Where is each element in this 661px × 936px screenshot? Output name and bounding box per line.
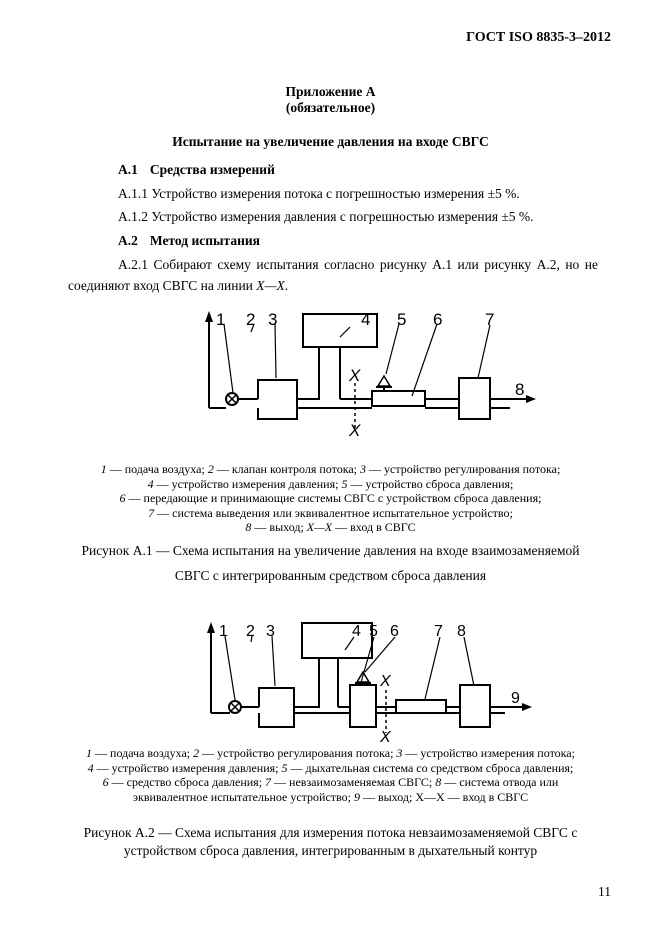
fig1-label-2: 2	[246, 310, 256, 329]
fig2-legend-line: 4 — устройство измерения давления; 5 — дыхательная система со средством сброса давления;	[87, 760, 574, 775]
page-number: 11	[598, 884, 611, 899]
document-id: ГОСТ ISO 8835-3–2012	[466, 30, 611, 45]
paragraph-a11: А.1.1 Устройство измерения потока с погрешностью измерения ±5 %.	[118, 186, 520, 201]
figure-a2-caption-line1: Рисунок А.2 — Схема испытания для измерения потока невзаимозаменяемой СВГС с	[83, 825, 578, 840]
figure-a2-legend	[0, 746, 661, 804]
figure-a1-caption-line1: Рисунок А.1 — Схема испытания на увеличение давления на входе взаимозаменяемой	[81, 543, 580, 558]
paragraph-a21-line2-end: .	[284, 278, 289, 293]
fig2-label-4: 4	[352, 623, 361, 640]
fig2-box-3	[259, 688, 294, 727]
fig1-label-4: 4	[361, 310, 371, 329]
fig2-output-line	[490, 707, 522, 713]
fig1-label-7: 7	[485, 310, 495, 329]
fig1-label-5: 5	[397, 310, 407, 329]
paragraph-a21-line1: А.2.1 Собирают схему испытания согласно рисунку А.1 или рисунку А.2, но не	[118, 257, 598, 272]
fig2-label-9: 9	[511, 690, 520, 707]
fig2-box-8	[460, 685, 490, 727]
fig1-label-1: 1	[216, 310, 226, 329]
fig2-label-8: 8	[457, 623, 466, 640]
section-a1-title: Средства измерений	[149, 162, 275, 177]
section-a2-title: Метод испытания	[149, 233, 260, 248]
fig2-legend-line: 1 — подача воздуха; 2 — устройство регулирования потока; 3 — устройство измерения потока;	[86, 746, 575, 760]
fig1-legend-line: 7 — система выведения или эквивалентное испытательное устройство;	[148, 505, 513, 520]
fig2-legend-line: 6 — средство сброса давления; 7 — невзаимозаменяемая СВГС; 8 — система отвода или	[102, 775, 559, 790]
section-a2-number: А.2	[118, 233, 138, 248]
main-title: Испытание на увеличение давления на входе СВГС	[172, 134, 489, 149]
fig1-label-6: 6	[433, 310, 443, 329]
annex-title: Приложение А	[285, 84, 376, 99]
fig2-label-3: 3	[266, 623, 275, 640]
annex-status: (обязательное)	[285, 100, 376, 115]
fig2-legend-line: эквивалентное испытательное устройство; 9 — выход; Х—Х — вход в СВГС	[132, 789, 529, 804]
section-a1-number: А.1	[118, 162, 138, 177]
fig1-legend-line: 6 — передающие и принимающие системы СВГС с устройством сброса давления;	[119, 491, 542, 506]
fig2-line-7-8	[446, 707, 460, 713]
fig2-label-2: 2	[246, 623, 255, 640]
paragraph-a12: А.1.2 Устройство измерения давления с погрешностью измерения ±5 %.	[118, 209, 534, 224]
paragraph-a21-line2-xx: X—X	[256, 278, 285, 293]
fig1-legend-line: 8 — выход; X—X — вход в СВГС	[245, 520, 416, 535]
fig2-box-7	[396, 700, 446, 713]
fig2-label-1: 1	[219, 623, 228, 640]
fig2-box-4	[302, 623, 372, 658]
fig2-arrow-out-icon	[522, 703, 532, 711]
figure-a2-caption-line2: устройством сброса давления, интегрированным в дыхательный контур	[123, 843, 538, 858]
fig1-label-3: 3	[268, 310, 278, 329]
fig2-arrow-in-icon	[207, 622, 215, 633]
fig1-legend-line: 4 — устройство измерения давления; 5 — устройство сброса давления;	[147, 476, 514, 491]
fig1-x-top: X	[349, 366, 361, 385]
fig1-legend-line: 1 — подача воздуха; 2 — клапан контроля потока; 3 — устройство регулирования потока;	[100, 462, 561, 476]
fig2-x-bottom: X	[380, 729, 391, 746]
fig2-label-7: 7	[434, 623, 443, 640]
fig2-x-top: X	[380, 673, 391, 690]
fig2-label-6: 6	[390, 623, 399, 640]
figure-a1-caption-line2: СВГС с интегрированным средством сброса давления	[174, 568, 487, 583]
fig2-label-5: 5	[369, 623, 378, 640]
fig2-box-5	[350, 685, 376, 727]
paragraph-a21-line2-text: соединяют вход СВГС на линии	[68, 278, 257, 293]
fig1-x-bottom: X	[349, 421, 361, 440]
fig2-line-to-4	[294, 658, 330, 707]
fig1-label-8: 8	[515, 380, 525, 399]
